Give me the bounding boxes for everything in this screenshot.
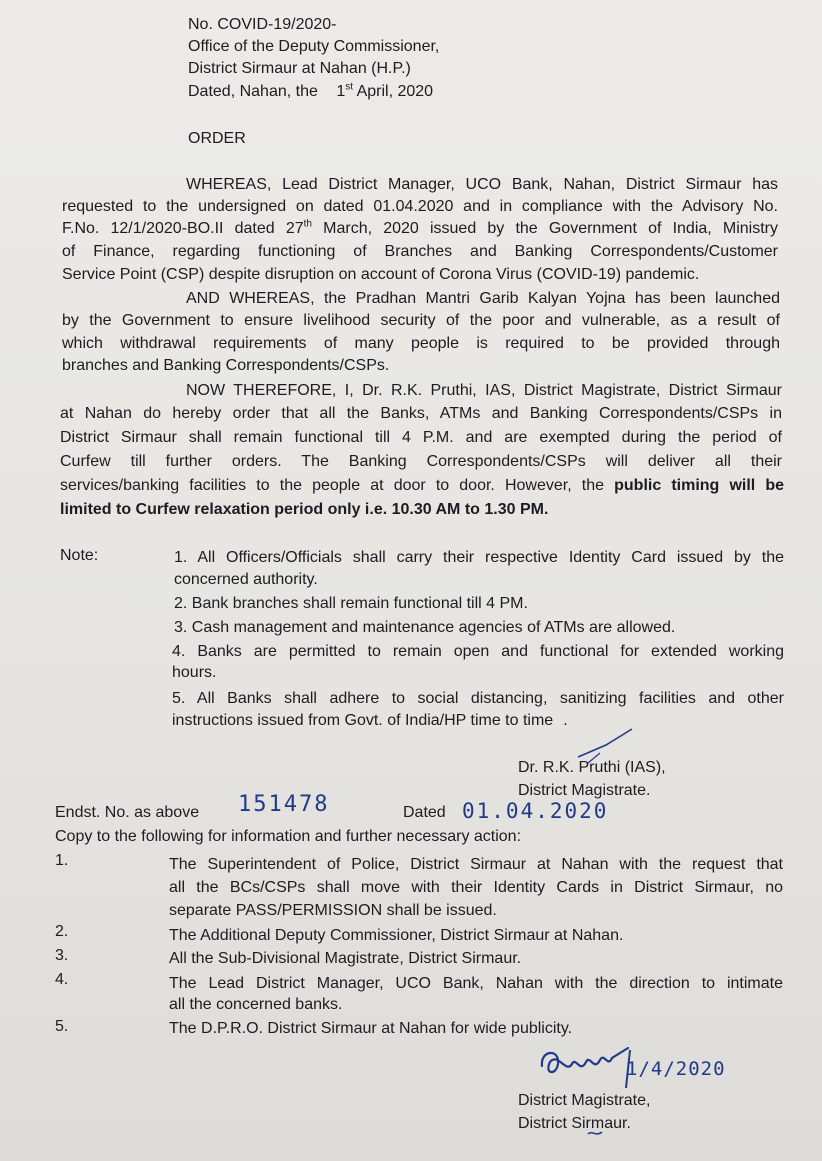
copy-item-4-line1: The Lead District Manager, UCO Bank, Nahan with the direction to intimate [169,975,783,992]
date-prefix: Dated, Nahan, the [188,83,318,100]
endorsement-date: 01.04.2020 [462,799,609,823]
para1-line3: F.No. 12/1/2020-BO.II dated 27th March, 2020 issued by the Government of India, Ministry [62,218,778,237]
para2-line2: by the Government to ensure livelihood security of the poor and vulnerable, as a result of [62,312,780,329]
endorsement-number: 151478 [238,792,330,817]
copy-item-4-line2: all the concerned banks. [169,996,343,1013]
para3-line2: at Nahan do hereby order that all the Banks, ATMs and Banking Correspondents/CSPs in [60,405,782,422]
copy-item-num: 5. [55,1018,69,1035]
note-label: Note: [60,547,99,564]
order-heading: ORDER [188,130,246,147]
signatory-title: District Magistrate. [518,782,651,799]
copy-instruction: Copy to the following for information and further necessary action: [55,828,522,845]
copy-item-1-line2: all the BCs/CSPs shall move with their Identity Cards in District Sirmaur, no [169,879,783,896]
para3-line4: Curfew till further orders. The Banking Correspondents/CSPs will deliver all their [60,453,782,470]
note-line2: concerned authority. [174,571,318,588]
para1-line5: Service Point (CSP) despite disruption on account of Corona Virus (COVID-19) pandemic. [62,266,700,283]
para1-line2: requested to the undersigned on dated 01.04.2020 and in compliance with the Advisory No. [62,198,778,215]
note-item-5: 5. All Banks shall adhere to social distancing, sanitizing facilities and other [172,690,784,707]
endorsement-label: Endst. No. as above [55,804,200,821]
note-item-3: 3. Cash management and maintenance agencies of ATMs are allowed. [174,619,676,636]
handwritten-signature [538,1044,638,1090]
copy-item-2: The Additional Deputy Commissioner, District Sirmaur at Nahan. [169,927,624,944]
copy-item-3: All the Sub-Divisional Magistrate, District Sirmaur. [169,950,522,967]
date-rest: April, 2020 [356,83,434,100]
date-day: 1st [336,81,354,100]
signatory-name: Dr. R.K. Pruthi (IAS), [518,759,666,776]
copy-item-num: 4. [55,971,69,988]
para3-line1: NOW THEREFORE, I, Dr. R.K. Pruthi, IAS, District Magistrate, District Sirmaur [186,382,782,399]
copy-item-num: 2. [55,923,69,940]
para2-line1: AND WHEREAS, the Pradhan Mantri Garib Kalyan Yojna has been launched [186,290,780,307]
signature-flourish [586,1128,606,1138]
district-name: District Sirmaur at Nahan (H.P.) [188,60,411,77]
copy-item-num: 3. [55,947,69,964]
note-line1: 1. All Officers/Officials shall carry their respective Identity Card issued by the [174,549,784,566]
para1-line4: of Finance, regarding functioning of Branches and Banking Correspondents/Customer [62,243,778,260]
para3-line5: services/banking facilities to the people at door to door. However, the public timing will be [60,477,785,494]
para3-line3: District Sirmaur shall remain functional till 4 P.M. and are exempted during the period of [60,429,782,446]
dated-line [188,81,433,103]
note-item-4-cont: hours. [172,664,217,681]
para1-line1: WHEREAS, Lead District Manager, UCO Bank, Nahan, District Sirmaur has [186,176,778,193]
para2-line4: branches and Banking Correspondents/CSPs. [62,357,390,374]
note-item-5-cont: instructions issued from Govt. of India/HP time to time . [172,712,568,729]
public-timing-bold: public timing will be [614,477,785,494]
copy-item-num: 1. [55,852,69,869]
endorsement-dated-label: Dated [403,804,446,821]
note-item-2: 2. Bank branches shall remain functional till 4 PM. [174,595,528,612]
office-name: Office of the Deputy Commissioner, [188,38,440,55]
copy-item-5: The D.P.R.O. District Sirmaur at Nahan for wide publicity. [169,1020,573,1037]
signature-date: 1/4/2020 [626,1058,726,1080]
reference-number: No. COVID-19/2020- [188,16,337,33]
final-district: District Sirmaur. [518,1115,631,1132]
note-item-4: 4. Banks are permitted to remain open and functional for extended working [172,643,784,660]
copy-item-1-line1: The Superintendent of Police, District Sirmaur at Nahan with the request that [169,856,783,873]
final-title: District Magistrate, [518,1092,651,1109]
para2-line3: which withdrawal requirements of many people is required to be provided through [62,335,780,352]
copy-item-1-line3: separate PASS/PERMISSION shall be issued. [169,902,497,919]
para3-line6: limited to Curfew relaxation period only i.e. 10.30 AM to 1.30 PM. [60,501,549,518]
